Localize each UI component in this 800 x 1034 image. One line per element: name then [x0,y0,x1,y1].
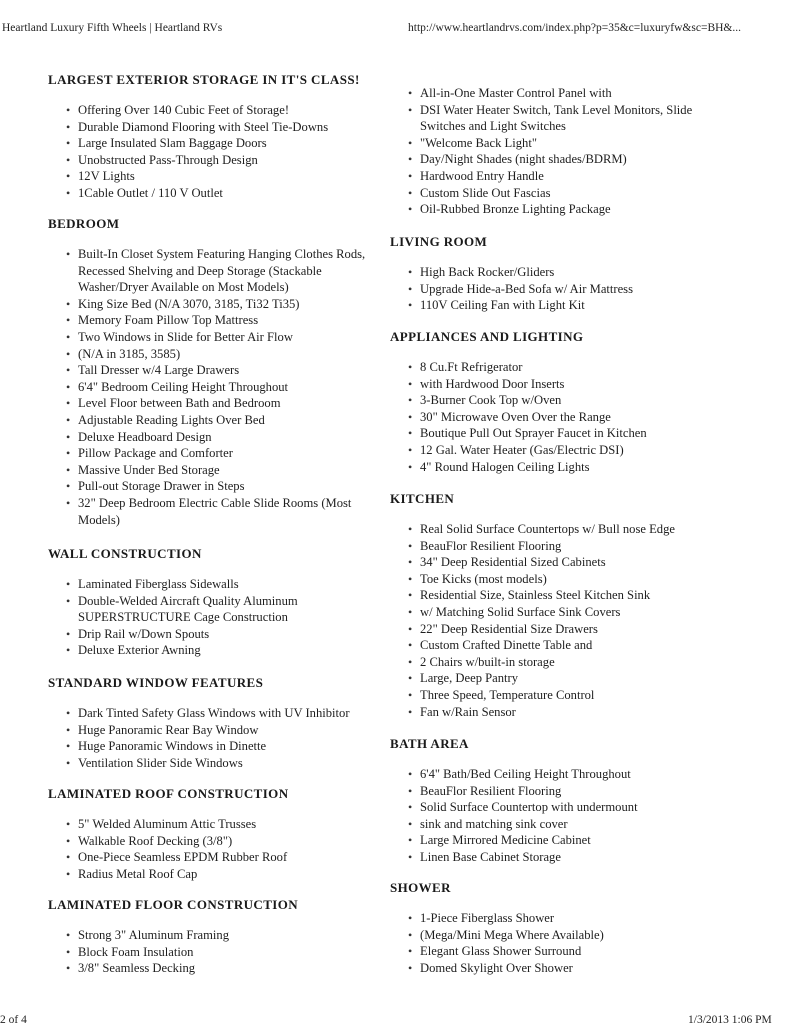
feature-list [390,910,735,976]
list-item: • 2 Chairs w/built-in storage [390,654,735,671]
list-item: • BeauFlor Resilient Flooring [390,783,735,800]
list-item: • Custom Crafted Dinette Table and [390,637,735,654]
section-kitchen [390,491,735,720]
list-item: • Huge Panoramic Windows in Dinette [48,738,388,755]
list-item: • Two Windows in Slide for Better Air Flow [48,329,388,346]
feature-list [48,246,388,528]
page-title: Heartland Luxury Fifth Wheels | Heartland RVs [2,22,223,34]
feature-list [48,927,388,977]
list-item: • Upgrade Hide-a-Bed Sofa w/ Air Mattress [390,281,735,298]
list-item: • Pillow Package and Comforter [48,445,388,462]
section-bedroom [48,216,388,528]
list-item: • Large Insulated Slam Baggage Doors [48,135,388,152]
section-standard-window-features [48,675,388,771]
section-appliances-and-lighting [390,329,735,475]
list-item: • Custom Slide Out Fascias [390,185,735,202]
section-heading: LAMINATED FLOOR CONSTRUCTION [48,897,299,912]
section-living-room [390,234,735,314]
list-item: • (Mega/Mini Mega Where Available) [390,927,735,944]
section-heading: BATH AREA [390,736,469,751]
page-number: 2 of 4 [0,1014,27,1026]
section-largest-exterior-storage-in-it-s-class [48,72,388,202]
list-item: • 34" Deep Residential Sized Cabinets [390,554,735,571]
list-item: • Drip Rail w/Down Spouts [48,626,388,643]
list-item: • sink and matching sink cover [390,816,735,833]
list-item: • "Welcome Back Light" [390,135,735,152]
list-item: • 6'4" Bedroom Ceiling Height Throughout [48,379,388,396]
list-item: • Oil-Rubbed Bronze Lighting Package [390,201,735,218]
list-item: • 22" Deep Residential Size Drawers [390,621,735,638]
list-item: • Deluxe Headboard Design [48,429,388,446]
feature-list [390,85,735,218]
list-item: • Ventilation Slider Side Windows [48,755,388,772]
list-item: • Elegant Glass Shower Surround [390,943,735,960]
list-item: • Toe Kicks (most models) [390,571,735,588]
list-item: • Deluxe Exterior Awning [48,642,388,659]
section-heading: APPLIANCES AND LIGHTING [390,329,584,344]
list-item: • Three Speed, Temperature Control [390,687,735,704]
section-heading: LAMINATED ROOF CONSTRUCTION [48,786,289,801]
list-item: • 5" Welded Aluminum Attic Trusses [48,816,388,833]
list-item: • 3/8" Seamless Decking [48,960,388,977]
feature-list [48,102,388,202]
list-item: • 1Cable Outlet / 110 V Outlet [48,185,388,202]
section-shower [390,880,735,976]
list-item: • Radius Metal Roof Cap [48,866,388,883]
list-item: • Built-In Closet System Featuring Hanging Clothes Rods, Recessed Shelving and Deep Storage (Stackable Washer/Dryer Available on Most Models) [48,246,388,296]
list-item: • 3-Burner Cook Top w/Oven [390,392,735,409]
feature-list [48,816,388,882]
section-laminated-floor-construction [48,897,388,977]
list-item: • Adjustable Reading Lights Over Bed [48,412,388,429]
list-item: • King Size Bed (N/A 3070, 3185, Ti32 Ti35) [48,296,388,313]
section-heading: SHOWER [390,880,451,895]
feature-list [390,264,735,314]
feature-list [390,359,735,475]
list-item: • Tall Dresser w/4 Large Drawers [48,362,388,379]
list-item: • Real Solid Surface Countertops w/ Bull nose Edge [390,521,735,538]
list-item: • High Back Rocker/Gliders [390,264,735,281]
list-item: • 110V Ceiling Fan with Light Kit [390,297,735,314]
section-heading: WALL CONSTRUCTION [48,546,202,561]
list-item: • Massive Under Bed Storage [48,462,388,479]
list-item: • Strong 3" Aluminum Framing [48,927,388,944]
section-heading: LIVING ROOM [390,234,488,249]
list-item: • with Hardwood Door Inserts [390,376,735,393]
list-item: • 1-Piece Fiberglass Shower [390,910,735,927]
list-item: • Level Floor between Bath and Bedroom [48,395,388,412]
list-item: • Memory Foam Pillow Top Mattress [48,312,388,329]
list-item: • 12V Lights [48,168,388,185]
list-item: • Hardwood Entry Handle [390,168,735,185]
feature-list [48,705,388,771]
list-item: • w/ Matching Solid Surface Sink Covers [390,604,735,621]
list-item: • (N/A in 3185, 3585) [48,346,388,363]
list-item: • Unobstructed Pass-Through Design [48,152,388,169]
list-item: • Pull-out Storage Drawer in Steps [48,478,388,495]
list-item: • Linen Base Cabinet Storage [390,849,735,866]
list-item: • Solid Surface Countertop with undermount [390,799,735,816]
list-item: • BeauFlor Resilient Flooring [390,538,735,555]
feature-list [390,521,735,720]
feature-list [48,576,388,659]
list-item: • Boutique Pull Out Sprayer Faucet in Kitchen [390,425,735,442]
list-item: • Fan w/Rain Sensor [390,704,735,721]
list-item: • Residential Size, Stainless Steel Kitchen Sink [390,587,735,604]
list-item: • Double-Welded Aircraft Quality Aluminum SUPERSTRUCTURE Cage Construction [48,593,388,626]
list-item: • 8 Cu.Ft Refrigerator [390,359,735,376]
section-heading: KITCHEN [390,491,455,506]
section-continued [390,85,735,218]
section-wall-construction [48,546,388,659]
section-heading: STANDARD WINDOW FEATURES [48,675,264,690]
list-item: • 6'4" Bath/Bed Ceiling Height Throughout [390,766,735,783]
list-item: • Offering Over 140 Cubic Feet of Storage! [48,102,388,119]
list-item: • Durable Diamond Flooring with Steel Tie-Downs [48,119,388,136]
list-item: • Block Foam Insulation [48,944,388,961]
list-item: • Large, Deep Pantry [390,670,735,687]
list-item: • 12 Gal. Water Heater (Gas/Electric DSI) [390,442,735,459]
page-url: http://www.heartlandrvs.com/index.php?p=35&c=luxuryfw&sc=BH&... [408,22,741,34]
list-item: • Dark Tinted Safety Glass Windows with UV Inhibitor [48,705,388,722]
feature-list [390,766,735,866]
print-datetime: 1/3/2013 1:06 PM [688,1014,772,1026]
list-item: • Huge Panoramic Rear Bay Window [48,722,388,739]
list-item: • Day/Night Shades (night shades/BDRM) [390,151,735,168]
section-heading: LARGEST EXTERIOR STORAGE IN IT'S CLASS! [48,72,360,87]
list-item: • One-Piece Seamless EPDM Rubber Roof [48,849,388,866]
list-item: • 4" Round Halogen Ceiling Lights [390,459,735,476]
list-item: • Laminated Fiberglass Sidewalls [48,576,388,593]
list-item: • 32" Deep Bedroom Electric Cable Slide Rooms (Most Models) [48,495,388,528]
list-item: • DSI Water Heater Switch, Tank Level Monitors, Slide Switches and Light Switches [390,102,735,135]
section-bath-area [390,736,735,866]
section-laminated-roof-construction [48,786,388,882]
list-item: • All-in-One Master Control Panel with [390,85,735,102]
list-item: • 30" Microwave Oven Over the Range [390,409,735,426]
section-heading: BEDROOM [48,216,120,231]
list-item: • Large Mirrored Medicine Cabinet [390,832,735,849]
list-item: • Walkable Roof Decking (3/8") [48,833,388,850]
list-item: • Domed Skylight Over Shower [390,960,735,977]
